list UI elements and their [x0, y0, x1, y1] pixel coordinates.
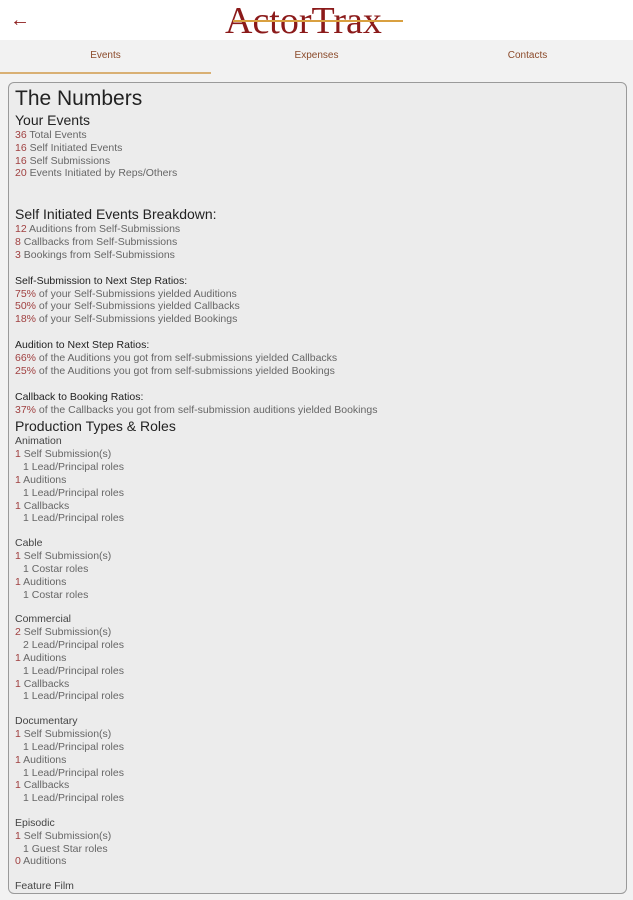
list-item: 50% of your Self-Submissions yielded Callbacks — [15, 300, 240, 313]
list-item: 1 Callbacks — [15, 677, 70, 690]
app-logo — [225, 0, 410, 40]
list-item: 66% of the Auditions you got from self-submissions yielded Callbacks — [15, 351, 338, 364]
production-type: Feature Film — [15, 880, 74, 893]
ratios-heading-1: Self-Submission to Next Step Ratios: — [15, 274, 188, 287]
list-item: 1 Self Submission(s) — [15, 728, 112, 741]
list-item: 1 Auditions — [15, 651, 67, 664]
list-item: 1 Auditions — [15, 575, 67, 588]
list-item: 1 Lead/Principal roles — [23, 461, 124, 474]
tab-events[interactable]: Events — [0, 40, 211, 74]
list-item: 1 Costar roles — [23, 562, 89, 575]
breakdown-heading: Self Initiated Events Breakdown: — [15, 206, 217, 223]
list-item: 1 Self Submission(s) — [15, 550, 112, 563]
list-item: 2 Self Submission(s) — [15, 626, 112, 639]
list-item: 1 Auditions — [15, 473, 67, 486]
production-type: Animation — [15, 435, 62, 448]
numbers-card — [8, 82, 627, 894]
numbers-content — [15, 87, 620, 893]
list-item: 0 Auditions — [15, 855, 67, 868]
list-item: 2 Lead/Principal roles — [23, 639, 124, 652]
list-item: 8 Callbacks from Self-Submissions — [15, 235, 178, 248]
list-item: 1 Lead/Principal roles — [23, 486, 124, 499]
list-item: 18% of your Self-Submissions yielded Bookings — [15, 313, 238, 326]
list-item: 1 Callbacks — [15, 779, 70, 792]
list-item: 1 Lead/Principal roles — [23, 664, 124, 677]
list-item: 1 Lead/Principal roles — [23, 690, 124, 703]
your-events-heading: Your Events — [15, 112, 90, 128]
list-item: 1 Callbacks — [15, 499, 70, 512]
production-type: Cable — [15, 537, 43, 550]
logo-text: ActorTrax — [225, 0, 382, 40]
list-item: 25% of the Auditions you got from self-submissions yielded Bookings — [15, 364, 335, 377]
production-heading: Production Types & Roles — [15, 418, 176, 435]
list-item: 16 Self Initiated Events — [15, 141, 123, 154]
list-item: 1 Lead/Principal roles — [23, 792, 124, 805]
list-item: 1 Lead/Principal roles — [23, 512, 124, 525]
list-item: 1 Costar roles — [23, 588, 89, 601]
list-item: 36 Total Events — [15, 129, 87, 141]
back-button[interactable] — [8, 8, 32, 32]
arrow-left-icon: ← — [10, 9, 30, 31]
ratios-heading-2: Audition to Next Step Ratios: — [15, 338, 150, 351]
ratios-heading-3: Callback to Booking Ratios: — [15, 390, 144, 403]
production-type: Episodic — [15, 816, 55, 829]
list-item: 1 Self Submission(s) — [15, 448, 112, 461]
list-item: 12 Auditions from Self-Submissions — [15, 223, 181, 236]
page-title: The Numbers — [15, 87, 143, 110]
top-app-bar — [0, 0, 633, 40]
list-item: 1 Self Submission(s) — [15, 829, 112, 842]
list-item: 1 Guest Star roles — [23, 842, 108, 855]
list-item: 37% of the Callbacks you got from self-submission auditions yielded Bookings — [15, 403, 378, 416]
production-type: Documentary — [15, 715, 78, 728]
tab-bar — [0, 40, 633, 74]
list-item: 1 Auditions — [15, 753, 67, 766]
list-item: 16 Self Submissions — [15, 154, 111, 167]
list-item: 1 Lead/Principal roles — [23, 740, 124, 753]
production-type: Commercial — [15, 613, 72, 626]
list-item: 1 Lead/Principal roles — [23, 766, 124, 779]
list-item: 3 Bookings from Self-Submissions — [15, 248, 175, 261]
tab-contacts[interactable]: Contacts — [507, 50, 548, 61]
list-item: 20 Events Initiated by Reps/Others — [15, 167, 178, 180]
list-item: 75% of your Self-Submissions yielded Auditions — [15, 287, 237, 300]
tab-expenses[interactable]: Expenses — [294, 50, 339, 61]
